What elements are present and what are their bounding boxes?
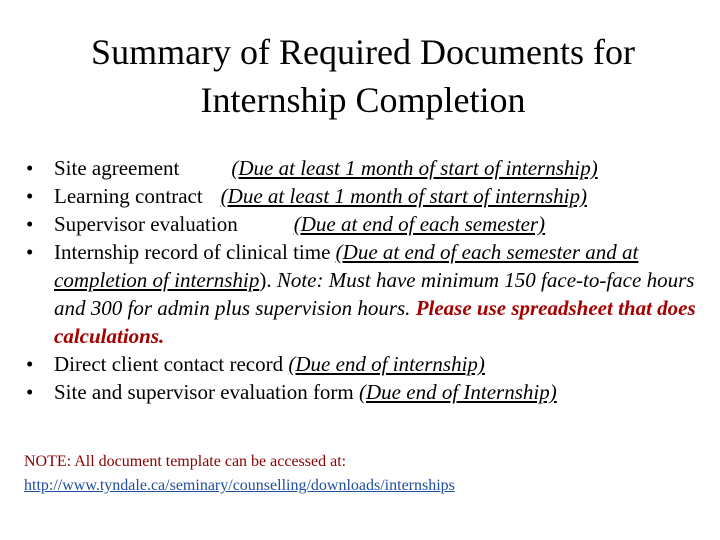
- bullet-icon: •: [26, 240, 34, 264]
- item-label: Learning contract: [54, 184, 203, 208]
- list-item-supervisor-evaluation: [22, 210, 712, 238]
- item-due: (Due at least 1 month of start of internship): [220, 184, 587, 208]
- item-label: Direct client contact record: [54, 352, 284, 376]
- item-label: Site agreement: [54, 156, 180, 180]
- bullet-icon: •: [26, 184, 34, 208]
- slide-title-line-2: Internship Completion: [200, 80, 526, 120]
- item-due: (Due end of Internship): [359, 380, 557, 404]
- bullet-icon: •: [26, 212, 34, 236]
- item-emphasis: Please use spreadsheet that does calculations.: [54, 296, 696, 348]
- item-due: (Due at end of each semester and at completion of internship: [54, 240, 639, 292]
- slide-title: [40, 28, 686, 124]
- list-item-site-supervisor-form: [22, 378, 712, 406]
- downloads-link[interactable]: http://www.tyndale.ca/seminary/counselling/downloads/internships: [24, 477, 455, 494]
- footer-note: [24, 450, 704, 498]
- bullet-icon: •: [26, 380, 34, 404]
- item-label: Site and supervisor evaluation form: [54, 380, 354, 404]
- requirements-list: [22, 154, 712, 406]
- slide-title-line-1: Summary of Required Documents for: [91, 32, 635, 72]
- footer-note-label: NOTE: All document template can be accessed at:: [24, 453, 347, 470]
- item-note: Note: Must have minimum 150 face-to-face hours and 300 for admin plus supervision hours.: [54, 268, 695, 320]
- item-label: Internship record of clinical time: [54, 240, 331, 264]
- list-item-site-agreement: [22, 154, 712, 182]
- item-due-close: ).: [259, 268, 272, 292]
- bullet-icon: •: [26, 352, 34, 376]
- item-due: (Due end of internship): [288, 352, 485, 376]
- list-item-learning-contract: [22, 182, 712, 210]
- item-due: (Due at end of each semester): [293, 212, 546, 236]
- list-item-direct-client-contact: [22, 350, 712, 378]
- bullet-icon: •: [26, 156, 34, 180]
- item-due: (Due at least 1 month of start of internship): [231, 156, 598, 180]
- list-item-internship-record: [22, 238, 712, 350]
- item-label: Supervisor evaluation: [54, 212, 238, 236]
